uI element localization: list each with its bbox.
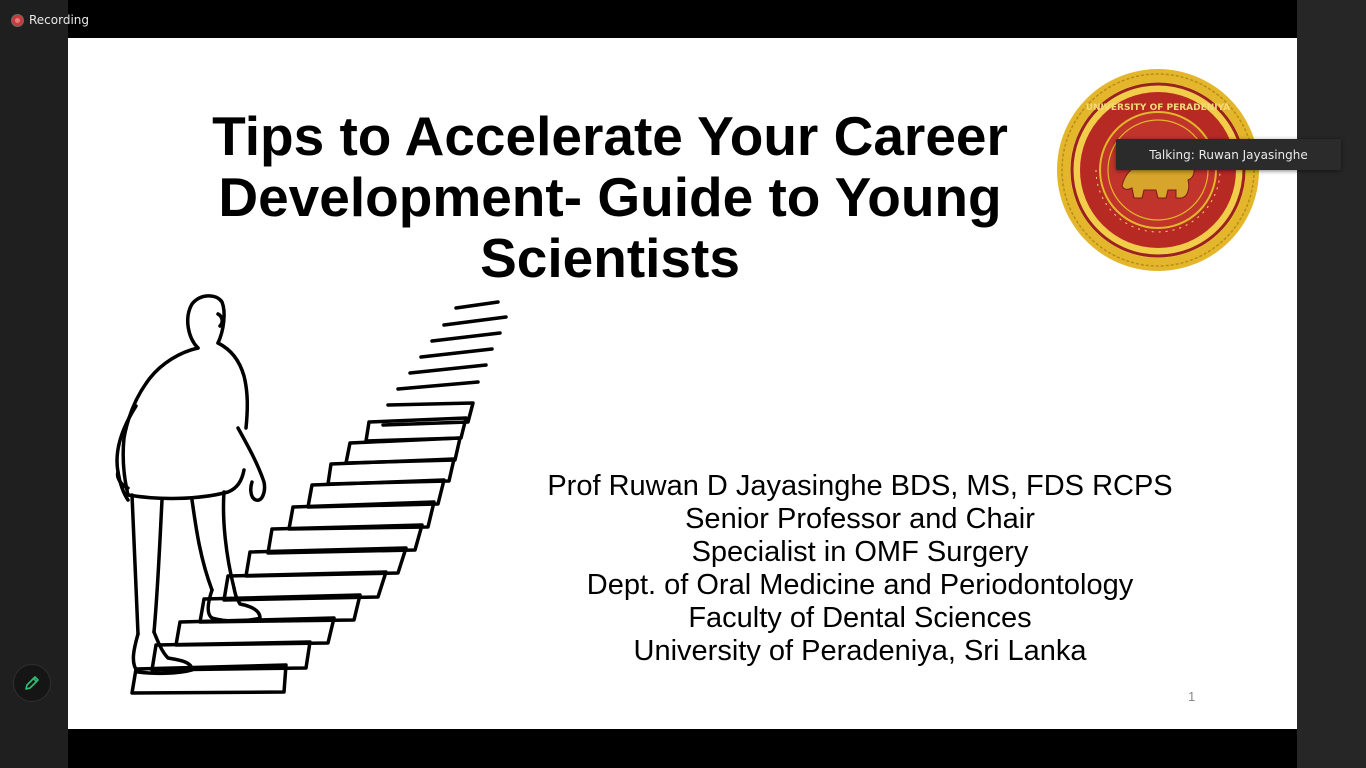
right-panel	[1297, 0, 1366, 768]
left-panel	[0, 0, 68, 768]
slide-title-line: Development- Guide to Young	[218, 166, 1002, 228]
author-line: Specialist in OMF Surgery	[691, 536, 1029, 568]
recording-label: Recording	[29, 13, 90, 27]
author-line: Senior Professor and Chair	[685, 503, 1035, 535]
top-letterbox	[68, 0, 1297, 38]
author-details	[508, 470, 1212, 668]
slide-title	[178, 106, 1042, 289]
author-line: Dept. of Oral Medicine and Periodontology	[586, 569, 1134, 601]
slide-title-line: Scientists	[480, 227, 740, 289]
slide-number: 1	[1188, 689, 1196, 704]
recording-indicator[interactable]	[12, 11, 89, 29]
talking-indicator: Talking: Ruwan Jayasinghe	[1116, 139, 1341, 170]
author-line: Faculty of Dental Sciences	[688, 602, 1032, 634]
author-line: University of Peradeniya, Sri Lanka	[633, 635, 1087, 667]
annotate-button[interactable]	[13, 664, 51, 702]
recording-icon	[12, 15, 23, 26]
bottom-letterbox	[68, 729, 1297, 768]
man-climbing-stairs-illustration	[88, 288, 518, 698]
shared-slide	[68, 38, 1297, 729]
slide-title-line: Tips to Accelerate Your Career	[212, 105, 1008, 167]
university-of-peradeniya-seal	[1056, 68, 1260, 272]
author-line: Prof Ruwan D Jayasinghe BDS, MS, FDS RCPS	[547, 470, 1173, 502]
pencil-icon	[23, 674, 41, 692]
svg-text:UNIVERSITY OF PERADENIYA: UNIVERSITY OF PERADENIYA	[1085, 103, 1231, 113]
